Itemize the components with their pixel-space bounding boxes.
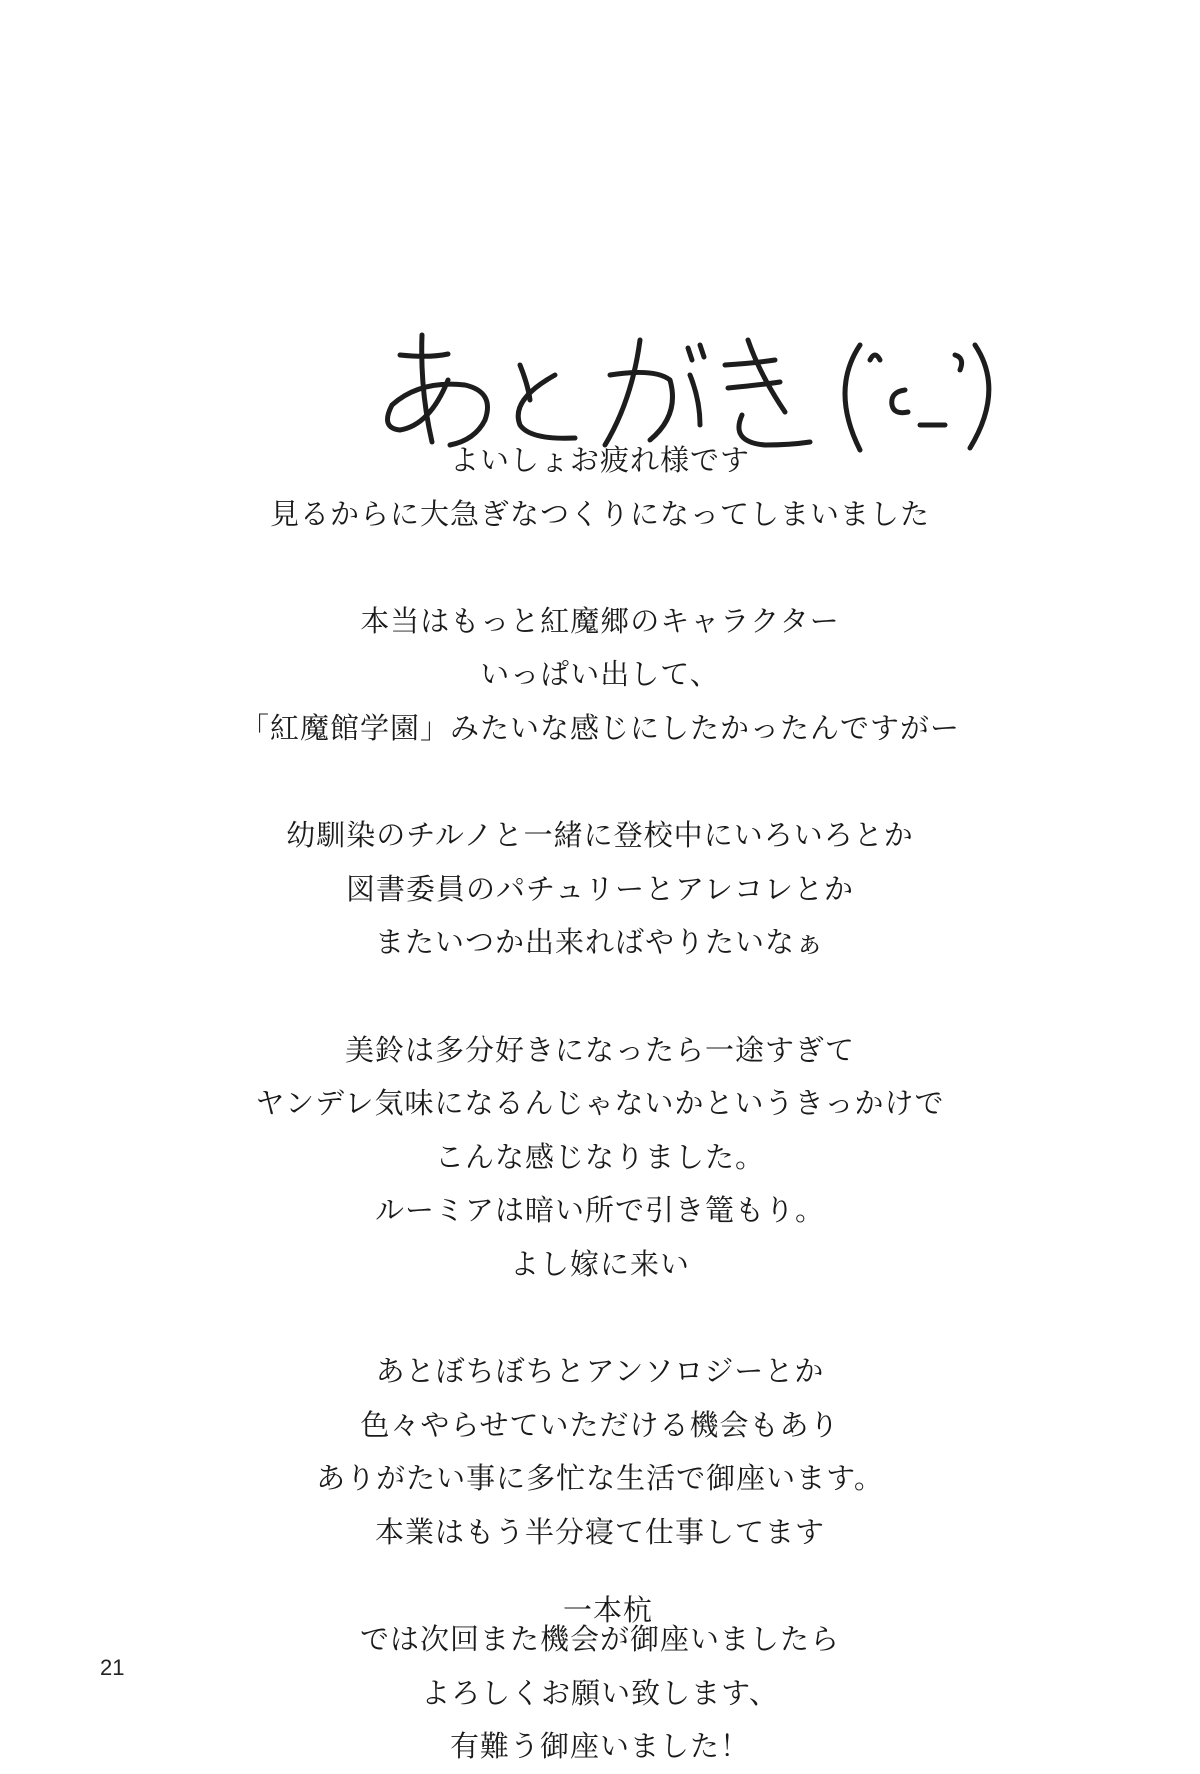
paragraph-spacer [0, 756, 1200, 810]
body-line: ありがたい事に多忙な生活で御座います。 [316, 1461, 884, 1496]
body-line: 見るからに大急ぎなつくりになってしまいました [269, 496, 930, 531]
body-line: またいつか出来ればやりたいなぁ [374, 925, 825, 960]
page-number: 21 [100, 1655, 125, 1680]
body-line: 本当はもっと紅魔郷のキャラクター [360, 603, 840, 638]
body-line: ルーミアは暗い所で引き篭もり。 [374, 1193, 825, 1228]
body-line: 本業はもう半分寝て仕事してます [374, 1514, 825, 1549]
body-line: こんな感じなりました。 [434, 1139, 765, 1174]
paragraph-spacer [0, 1292, 1200, 1346]
body-line: 図書委員のパチュリーとアレコレとか [346, 871, 854, 906]
body-line: 美鈴は多分好きになったら一途すぎて [344, 1032, 855, 1067]
body-line: いっぱい出して、 [480, 657, 720, 692]
body-line: よろしくお願い致します、 [421, 1675, 779, 1710]
body-line: あとぼちぼちとアンソロジーとか [375, 1354, 825, 1389]
body-line: 「紅魔館学園」みたいな感じにしたかったんですがー [239, 710, 960, 745]
body-line: 色々やらせていただける機会もあり [360, 1407, 840, 1442]
body-line: 幼馴染のチルノと一緒に登校中にいろいろとか [286, 818, 914, 853]
paragraph-spacer [0, 541, 1200, 595]
body-line: ヤンデレ気味になるんじゃないかというきっかけで [255, 1086, 945, 1121]
body-line: 有難う御座いました！ [449, 1729, 750, 1764]
afterword-body [0, 434, 1200, 1774]
body-line: よし嫁に来い [509, 1246, 690, 1281]
paragraph-spacer [0, 970, 1200, 1024]
author-signature: 一本杭 [562, 1593, 653, 1627]
body-line: よいしょお疲れ様です [449, 443, 750, 477]
body-line: では次回また機会が御座いましたら [359, 1622, 840, 1657]
